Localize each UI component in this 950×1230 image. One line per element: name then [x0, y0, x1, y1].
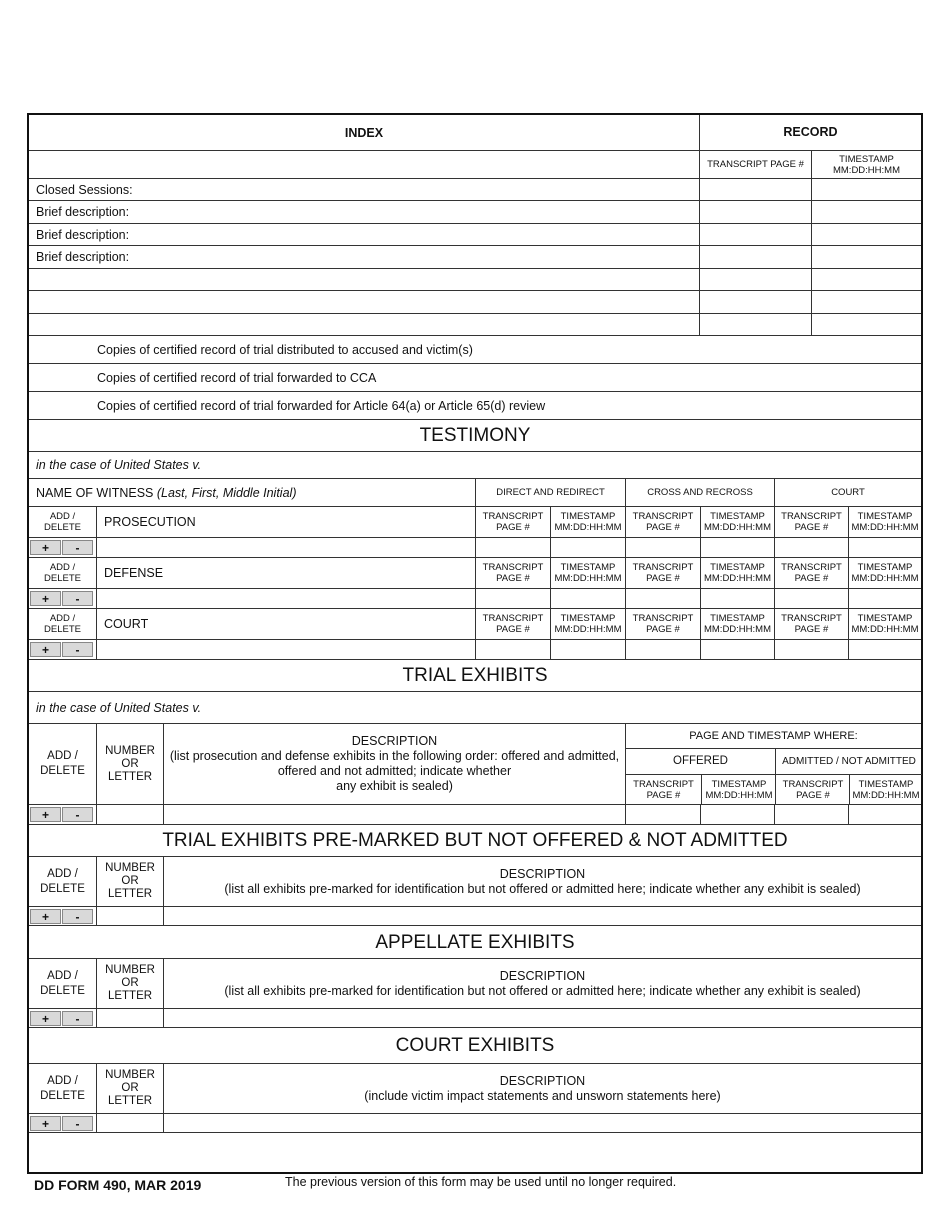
page-input[interactable] [475, 589, 550, 608]
appellate-description-header [163, 959, 921, 1008]
timestamp-input[interactable] [848, 589, 921, 608]
trial-exhibits-title: TRIAL EXHIBITS [402, 665, 548, 686]
court-exhibits-header-row [29, 1064, 921, 1114]
page-input[interactable] [625, 538, 700, 557]
number-or-letter-header: NUMBER OR LETTER [96, 1064, 163, 1113]
witness-name-input[interactable] [96, 589, 475, 608]
index-timestamp-cell[interactable] [811, 224, 921, 245]
timestamp-header: TIMESTAMP MM:DD:HH:MM [550, 609, 625, 639]
index-row-label: Brief description: [36, 205, 130, 219]
transcript-page-header: TRANSCRIPT PAGE # [625, 609, 700, 639]
index-row-label: Closed Sessions: [36, 182, 133, 197]
index-timestamp-cell[interactable] [811, 201, 921, 223]
transcript-page-header: TRANSCRIPT PAGE # [625, 558, 700, 588]
direct-redirect-header: DIRECT AND REDIRECT [475, 479, 625, 506]
court-exhibit-entry-row[interactable] [29, 1114, 921, 1133]
timestamp-input[interactable] [848, 805, 921, 824]
timestamp-header: TIMESTAMP MM:DD:HH:MM [550, 507, 625, 537]
appellate-entry-row[interactable] [29, 1009, 921, 1028]
timestamp-input[interactable] [700, 640, 774, 659]
timestamp-input[interactable] [550, 538, 625, 557]
page-input[interactable] [625, 805, 700, 824]
index-page-cell[interactable] [699, 291, 811, 313]
transcript-page-header: TRANSCRIPT PAGE # [633, 778, 694, 801]
add-delete-label: ADD / DELETE [44, 613, 81, 635]
description-label: DESCRIPTION [499, 1073, 586, 1088]
copies-row[interactable] [29, 364, 921, 392]
timestamp-input[interactable] [550, 640, 625, 659]
number-or-letter-header: NUMBER OR LETTER [96, 724, 163, 804]
index-timestamp-cell[interactable] [811, 291, 921, 313]
appellate-title-row [29, 926, 921, 959]
cross-recross-header: CROSS AND RECROSS [625, 479, 774, 506]
record-title: RECORD [699, 115, 921, 150]
court-label: COURT [96, 609, 475, 639]
index-subheader-row [29, 151, 921, 179]
premarked-title: TRIAL EXHIBITS PRE-MARKED BUT NOT OFFERED & NOT ADMITTED [162, 830, 788, 851]
add-row-button[interactable]: + [30, 642, 61, 657]
transcript-page-header: TRANSCRIPT PAGE # [774, 609, 848, 639]
index-row[interactable] [29, 246, 921, 269]
testimony-case-row[interactable] [29, 452, 921, 479]
index-timestamp-cell[interactable] [811, 246, 921, 268]
index-page-cell[interactable] [699, 246, 811, 268]
premarked-description-header [163, 857, 921, 906]
dd-form-490 [27, 113, 923, 1174]
page-timestamp-group [625, 724, 921, 805]
add-delete-label: ADD / DELETE [44, 511, 81, 533]
trial-exhibits-title-row [29, 660, 921, 692]
page-input[interactable] [625, 589, 700, 608]
page-input[interactable] [774, 640, 848, 659]
witness-name-input[interactable] [96, 538, 475, 557]
number-input[interactable] [96, 1114, 163, 1132]
witness-name-input[interactable] [96, 640, 475, 659]
court-entry-row[interactable] [29, 640, 921, 660]
description-hint: (include victim impact statements and unsworn statements here) [364, 1088, 721, 1103]
transcript-page-header: TRANSCRIPT PAGE # [475, 609, 550, 639]
copies-label: Copies of certified record of trial forwarded to CCA [97, 370, 377, 385]
timestamp-input[interactable] [848, 538, 921, 557]
premarked-header-row [29, 857, 921, 907]
add-row-button[interactable]: + [30, 1116, 61, 1131]
number-or-letter-header: NUMBER OR LETTER [96, 857, 163, 906]
transcript-page-header: TRANSCRIPT PAGE # [475, 507, 550, 537]
premarked-entry-row[interactable] [29, 907, 921, 926]
page-input[interactable] [774, 538, 848, 557]
add-row-button[interactable]: + [30, 909, 61, 924]
add-row-button[interactable]: + [30, 807, 61, 822]
add-delete-label: ADD / DELETE [40, 867, 85, 895]
index-row[interactable] [29, 179, 921, 201]
page-input[interactable] [774, 589, 848, 608]
description-hint: (list all exhibits pre-marked for identification but not offered or admitted here; indicate whether any exhibit is sealed) [224, 983, 861, 998]
witness-name-hint: (Last, First, Middle Initial) [156, 485, 297, 500]
add-row-button[interactable]: + [30, 1011, 61, 1026]
page-input[interactable] [774, 805, 848, 824]
appellate-title: APPELLATE EXHIBITS [375, 931, 575, 953]
trial-exhibits-header-row [29, 724, 921, 805]
index-page-cell[interactable] [699, 179, 811, 200]
record-timestamp-header: TIMESTAMP MM:DD:HH:MM [811, 151, 921, 178]
description-input[interactable] [163, 805, 625, 824]
delete-row-button[interactable]: - [62, 642, 93, 657]
number-input[interactable] [96, 805, 163, 824]
description-hint: (list prosecution and defense exhibits in the following order: offered and admitted, offered and not admitted; indicate whether any exhibit is sealed) [169, 749, 620, 793]
trial-exhibit-entry-row[interactable] [29, 805, 921, 825]
delete-row-button[interactable]: - [62, 540, 93, 555]
copies-row[interactable] [29, 392, 921, 420]
timestamp-input[interactable] [700, 805, 774, 824]
testimony-case-label: in the case of United States v. [36, 458, 202, 472]
index-row-label: Brief description: [36, 250, 130, 264]
index-timestamp-cell[interactable] [811, 269, 921, 290]
add-delete-label: ADD / DELETE [40, 969, 85, 997]
timestamp-header: TIMESTAMP MM:DD:HH:MM [849, 774, 922, 805]
page-ts-where-label: PAGE AND TIMESTAMP WHERE: [626, 724, 921, 749]
index-page-cell[interactable] [699, 314, 811, 335]
court-exhibits-description-header [163, 1064, 921, 1113]
add-delete-label: ADD / DELETE [44, 562, 81, 584]
delete-row-button[interactable]: - [62, 1116, 93, 1131]
add-row-button[interactable]: + [30, 591, 61, 606]
page-input[interactable] [475, 640, 550, 659]
timestamp-input[interactable] [550, 589, 625, 608]
testimony-title-row [29, 420, 921, 452]
trial-exhibits-description-header [163, 724, 625, 804]
timestamp-header: TIMESTAMP MM:DD:HH:MM [700, 558, 774, 588]
page-input[interactable] [475, 538, 550, 557]
timestamp-header: TIMESTAMP MM:DD:HH:MM [550, 558, 625, 588]
description-label: DESCRIPTION [351, 734, 438, 748]
description-input[interactable] [163, 1114, 921, 1132]
index-page-cell[interactable] [699, 201, 811, 223]
prosecution-entry-row[interactable] [29, 538, 921, 558]
footer-note: The previous version of this form may be used until no longer required. [285, 1175, 677, 1189]
timestamp-header: TIMESTAMP MM:DD:HH:MM [848, 609, 921, 639]
add-delete-label: ADD / DELETE [40, 750, 85, 777]
delete-row-button[interactable]: - [62, 807, 93, 822]
index-row[interactable] [29, 201, 921, 224]
trial-exhibits-case-row[interactable] [29, 692, 921, 724]
index-row[interactable] [29, 314, 921, 336]
record-transcript-page-header: TRANSCRIPT PAGE # [699, 151, 811, 178]
court-exhibits-title: COURT EXHIBITS [395, 1035, 555, 1056]
transcript-page-header: TRANSCRIPT PAGE # [775, 774, 850, 805]
admitted-label: ADMITTED / NOT ADMITTED [775, 748, 922, 775]
defense-header-row [29, 558, 921, 589]
delete-row-button[interactable]: - [62, 1011, 93, 1026]
timestamp-header: TIMESTAMP MM:DD:HH:MM [700, 609, 774, 639]
court-header: COURT [774, 479, 921, 506]
number-input[interactable] [96, 907, 163, 925]
witness-name-header [36, 479, 296, 507]
timestamp-input[interactable] [848, 640, 921, 659]
delete-row-button[interactable]: - [62, 591, 93, 606]
trial-exhibits-case-label: in the case of United States v. [36, 700, 202, 715]
index-timestamp-cell[interactable] [811, 314, 921, 335]
testimony-title: TESTIMONY [419, 425, 531, 446]
transcript-page-header: TRANSCRIPT PAGE # [774, 507, 848, 537]
delete-row-button[interactable]: - [62, 909, 93, 924]
index-header-row [29, 115, 921, 151]
timestamp-header: TIMESTAMP MM:DD:HH:MM [848, 507, 921, 537]
copies-label: Copies of certified record of trial distributed to accused and victim(s) [97, 342, 473, 357]
witness-header-row [29, 479, 921, 507]
index-page-cell[interactable] [699, 224, 811, 245]
index-row-label: Brief description: [36, 227, 130, 242]
premarked-title-row [29, 825, 921, 857]
index-row[interactable] [29, 224, 921, 246]
number-or-letter-header: NUMBER OR LETTER [96, 959, 163, 1008]
timestamp-header: TIMESTAMP MM:DD:HH:MM [700, 507, 774, 537]
form-id: DD FORM 490, MAR 2019 [34, 1177, 202, 1193]
timestamp-header: TIMESTAMP MM:DD:HH:MM [701, 774, 776, 805]
number-input[interactable] [96, 1009, 163, 1027]
copies-label: Copies of certified record of trial forwarded for Article 64(a) or Article 65(d) review [97, 398, 546, 413]
copies-row[interactable] [29, 336, 921, 364]
add-row-button[interactable]: + [30, 540, 61, 555]
timestamp-header: TIMESTAMP MM:DD:HH:MM [848, 558, 921, 588]
description-label: DESCRIPTION [499, 968, 586, 983]
witness-name-label: NAME OF WITNESS [36, 485, 154, 500]
prosecution-header-row [29, 507, 921, 538]
add-delete-label: ADD / DELETE [40, 1074, 85, 1102]
description-hint: (list all exhibits pre-marked for identification but not offered or admitted here; indicate whether any exhibit is sealed) [224, 881, 861, 896]
description-input[interactable] [163, 1009, 921, 1027]
prosecution-label: PROSECUTION [96, 507, 475, 537]
offered-label: OFFERED [626, 748, 775, 775]
index-page-cell[interactable] [699, 269, 811, 290]
court-exhibits-title-row [29, 1028, 921, 1064]
defense-label: DEFENSE [96, 558, 475, 588]
page-input[interactable] [625, 640, 700, 659]
defense-entry-row[interactable] [29, 589, 921, 609]
court-header-row [29, 609, 921, 640]
index-row[interactable] [29, 291, 921, 314]
transcript-page-header: TRANSCRIPT PAGE # [625, 507, 700, 537]
appellate-header-row [29, 959, 921, 1009]
description-label: DESCRIPTION [499, 866, 586, 881]
index-timestamp-cell[interactable] [811, 179, 921, 200]
description-input[interactable] [163, 907, 921, 925]
index-row[interactable] [29, 269, 921, 291]
timestamp-input[interactable] [700, 538, 774, 557]
timestamp-input[interactable] [700, 589, 774, 608]
index-title: INDEX [344, 125, 384, 140]
transcript-page-header: TRANSCRIPT PAGE # [774, 558, 848, 588]
transcript-page-header: TRANSCRIPT PAGE # [475, 558, 550, 588]
